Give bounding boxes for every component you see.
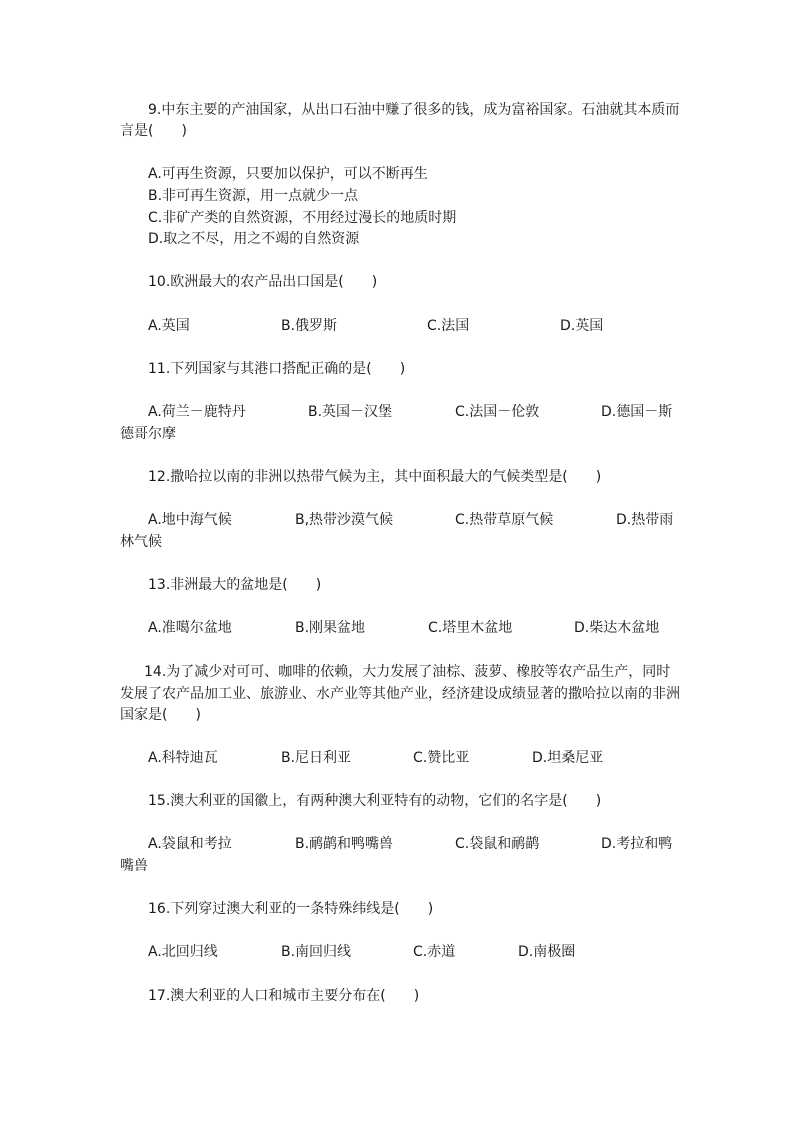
q9-option-d: D.取之不尽，用之不竭的自然资源: [148, 231, 360, 247]
q9-option-a: A.可再生资源，只要加以保护，可以不断再生: [148, 166, 428, 182]
q13-option-c: C.塔里木盆地: [428, 620, 513, 636]
q12-option-b: B,热带沙漠气候: [295, 512, 394, 528]
q9-stem-line1: 9.中东主要的产油国家，从出口石油中赚了很多的钱，成为富裕国家。石油就其本质而: [148, 102, 680, 118]
q14-stem-line2: 发展了农产品加工业、旅游业、水产业等其他产业，经济建设成绩显著的撒哈拉以南的非洲: [120, 686, 680, 702]
q10-option-a: A.英国: [148, 318, 190, 334]
q14-stem-line3: 国家是( ): [120, 707, 201, 723]
q10-option-b: B.俄罗斯: [281, 318, 338, 334]
q11-stem: 11.下列国家与其港口搭配正确的是( ): [148, 361, 406, 377]
q13-option-b: B.刚果盆地: [295, 620, 366, 636]
q14-option-d: D.坦桑尼亚: [532, 750, 604, 766]
q14-option-c: C.赞比亚: [413, 750, 470, 766]
q13-option-a: A.准噶尔盆地: [148, 620, 232, 636]
q15-option-c: C.袋鼠和鸸鹋: [455, 836, 540, 852]
q15-option-d-continued: 嘴兽: [120, 858, 148, 874]
q12-option-d: D.热带雨: [616, 512, 674, 528]
q16-option-d: D.南极圈: [518, 944, 576, 960]
q15-option-a: A.袋鼠和考拉: [148, 836, 232, 852]
q9-option-c: C.非矿产类的自然资源，不用经过漫长的地质时期: [148, 210, 457, 226]
q11-option-d: D.德国－斯: [601, 404, 673, 420]
q11-option-a: A.荷兰－鹿特丹: [148, 404, 246, 420]
q15-option-d: D.考拉和鸭: [601, 836, 673, 852]
q15-stem: 15.澳大利亚的国徽上，有两种澳大利亚特有的动物，它们的名字是( ): [148, 793, 602, 809]
q10-stem: 10.欧洲最大的农产品出口国是( ): [148, 274, 378, 290]
q17-stem: 17.澳大利亚的人口和城市主要分布在( ): [148, 988, 420, 1004]
q13-stem: 13.非洲最大的盆地是( ): [148, 577, 322, 593]
q11-option-c: C.法国－伦敦: [455, 404, 540, 420]
q14-stem-line1: 14.为了减少对可可、咖啡的依赖，大力发展了油棕、菠萝、橡胶等农产品生产，同时: [144, 664, 671, 680]
q12-stem: 12.撒哈拉以南的非洲以热带气候为主，其中面积最大的气候类型是( ): [148, 469, 602, 485]
q14-option-a: A.科特迪瓦: [148, 750, 218, 766]
q16-option-c: C.赤道: [413, 944, 456, 960]
q15-option-b: B.鸸鹋和鸭嘴兽: [295, 836, 394, 852]
q16-option-a: A.北回归线: [148, 944, 218, 960]
q12-option-c: C.热带草原气候: [455, 512, 554, 528]
q9-stem-line2: 言是( ): [120, 123, 187, 139]
q9-option-b: B.非可再生资源，用一点就少一点: [148, 188, 359, 204]
q10-option-d: D.英国: [560, 318, 604, 334]
q12-option-a: A.地中海气候: [148, 512, 232, 528]
q11-option-d-continued: 德哥尔摩: [120, 426, 176, 442]
q11-option-b: B.英国－汉堡: [308, 404, 393, 420]
q14-option-b: B.尼日利亚: [281, 750, 352, 766]
q13-option-d: D.柴达木盆地: [574, 620, 660, 636]
q10-option-c: C.法国: [427, 318, 470, 334]
q12-option-d-continued: 林气候: [120, 534, 162, 550]
q16-option-b: B.南回归线: [281, 944, 352, 960]
q16-stem: 16.下列穿过澳大利亚的一条特殊纬线是( ): [148, 901, 434, 917]
